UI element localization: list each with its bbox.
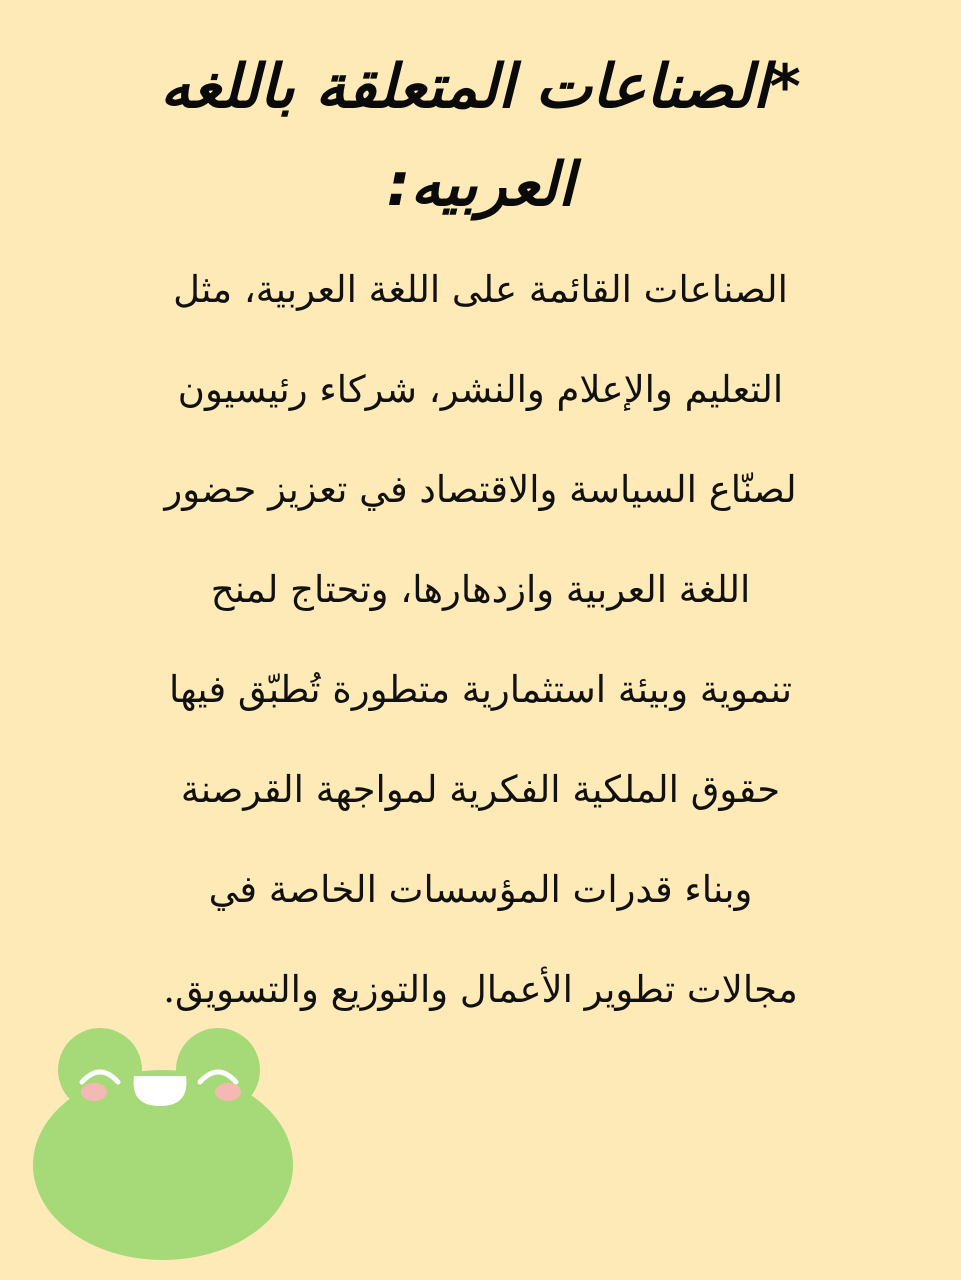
title-line-1: *الصناعات المتعلقة باللغه xyxy=(160,52,801,122)
frog-face-icon xyxy=(30,1020,300,1260)
paragraph-line: التعليم والإعلام والنشر، شركاء رئيسيون xyxy=(177,368,784,411)
paragraph-line: مجالات تطوير الأعمال والتوزيع والتسويق. xyxy=(163,968,798,1011)
page-title xyxy=(60,38,901,234)
paragraph-line: الصناعات القائمة على اللغة العربية، مثل xyxy=(173,268,788,311)
paragraph-line: اللغة العربية وازدهارها، وتحتاج لمنح xyxy=(210,568,751,611)
title-line-2: العربيه: xyxy=(386,150,575,220)
paragraph-line: حقوق الملكية الفكرية لمواجهة القرصنة xyxy=(180,768,781,811)
frog-left-cheek xyxy=(81,1083,107,1101)
frog-right-cheek xyxy=(215,1083,241,1101)
paragraph-line: وبناء قدرات المؤسسات الخاصة في xyxy=(208,868,753,911)
paragraph-body xyxy=(120,240,841,1040)
paragraph-line: لصنّاع السياسة والاقتصاد في تعزيز حضور xyxy=(164,468,797,511)
paragraph-line: تنموية وبيئة استثمارية متطورة تُطبّق فيها xyxy=(168,668,793,711)
